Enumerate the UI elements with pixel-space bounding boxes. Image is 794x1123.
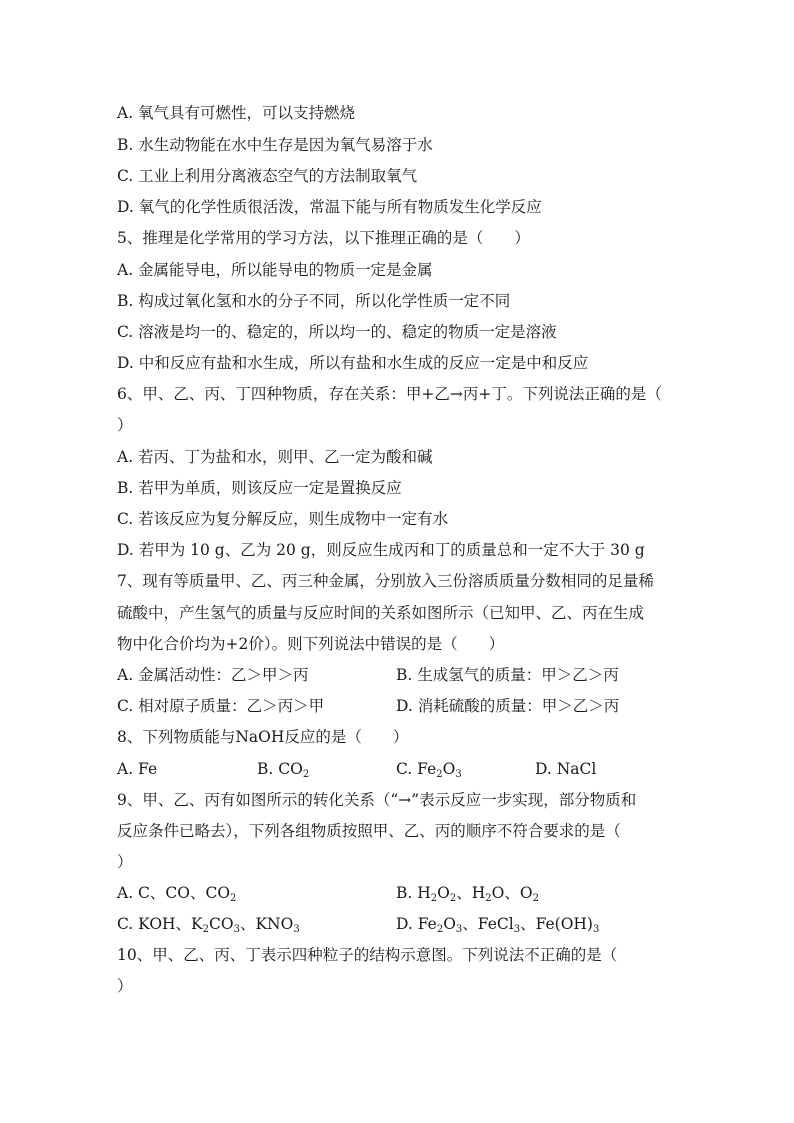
q8-option-b: B. $CO_2$ bbox=[257, 760, 310, 780]
q6-option-b: B. 若甲为单质，则该反应一定是置换反应 bbox=[117, 479, 402, 497]
q4-option-b: B. 水生动物能在水中生存是因为氧气易溶于水 bbox=[117, 136, 433, 154]
q7-option-b: B. 生成氢气的质量：甲＞乙＞丙 bbox=[396, 666, 619, 684]
q6-stem-line1: 6、甲、乙、丙、丁四种物质，存在关系：甲+乙→丙+丁。下列说法正确的是（ bbox=[117, 385, 662, 403]
q9-stem-line2: 反应条件已略去），下列各组物质按照甲、乙、丙的顺序不符合要求的是（ bbox=[117, 822, 621, 840]
q5-option-b: B. 构成过氧化氢和水的分子不同，所以化学性质一定不同 bbox=[117, 292, 511, 310]
q4-option-d: D. 氧气的化学性质很活泼，常温下能与所有物质发生化学反应 bbox=[117, 198, 542, 216]
q10-stem-line1: 10、甲、乙、丙、丁表示四种粒子的结构示意图。下列说法不正确的是（ bbox=[117, 946, 618, 964]
q9-stem-line1: 9、甲、乙、丙有如图所示的转化关系（“→”表示反应一步实现，部分物质和 bbox=[117, 791, 637, 809]
q9-option-a: A. C、CO、$CO_2$ bbox=[117, 884, 237, 904]
q7-stem-line2: 硫酸中，产生氢气的质量与反应时间的关系如图所示（已知甲、乙、丙在生成 bbox=[117, 604, 645, 622]
q5-option-a: A. 金属能导电，所以能导电的物质一定是金属 bbox=[117, 261, 433, 279]
q7-stem-line3: 物中化合价均为+2价）。则下列说法中错误的是（ ） bbox=[117, 635, 505, 653]
q9-stem-line3: ） bbox=[117, 853, 133, 871]
q7-option-c: C. 相对原子质量：乙＞丙＞甲 bbox=[117, 697, 325, 715]
q8-stem: 8、下列物质能与NaOH反应的是（ ） bbox=[117, 728, 409, 746]
q4-option-a: A. 氧气具有可燃性，可以支持燃烧 bbox=[117, 104, 356, 122]
q5-stem: 5、推理是化学常用的学习方法，以下推理正确的是（ ） bbox=[117, 229, 530, 247]
q6-stem-line2: ） bbox=[117, 416, 133, 434]
q7-stem-line1: 7、现有等质量甲、乙、丙三种金属，分别放入三份溶质质量分数相同的足量稀 bbox=[117, 572, 654, 590]
q5-option-c: C. 溶液是均一的、稳定的，所以均一的、稳定的物质一定是溶液 bbox=[117, 323, 557, 341]
q6-option-d: D. 若甲为 10 g、乙为 20 g，则反应生成丙和丁的质量总和一定不大于 30 g bbox=[117, 541, 645, 559]
q4-option-c: C. 工业上利用分离液态空气的方法制取氧气 bbox=[117, 167, 418, 185]
q7-option-a: A. 金属活动性：乙＞甲＞丙 bbox=[117, 666, 309, 684]
q9-option-c: C. KOH、$K_2CO_3$、$KNO_3$ bbox=[117, 915, 300, 935]
q8-option-c: C. $Fe_2O_3$ bbox=[396, 760, 462, 780]
q10-stem-line2: ） bbox=[117, 977, 133, 995]
q7-option-d: D. 消耗硫酸的质量：甲＞乙＞丙 bbox=[396, 697, 620, 715]
q9-option-b: B. $H_2O_2$、$H_2O$、$O_2$ bbox=[396, 884, 539, 904]
q5-option-d: D. 中和反应有盐和水生成，所以有盐和水生成的反应一定是中和反应 bbox=[117, 354, 589, 372]
q8-option-d: D. NaCl bbox=[535, 760, 597, 778]
q6-option-c: C. 若该反应为复分解反应，则生成物中一定有水 bbox=[117, 510, 449, 528]
q8-option-a: A. Fe bbox=[117, 760, 158, 778]
q6-option-a: A. 若丙、丁为盐和水，则甲、乙一定为酸和碱 bbox=[117, 448, 433, 466]
q9-option-d: D. $Fe_2O_3$、FeCl$_3$、$Fe(OH)_3$ bbox=[396, 915, 600, 935]
